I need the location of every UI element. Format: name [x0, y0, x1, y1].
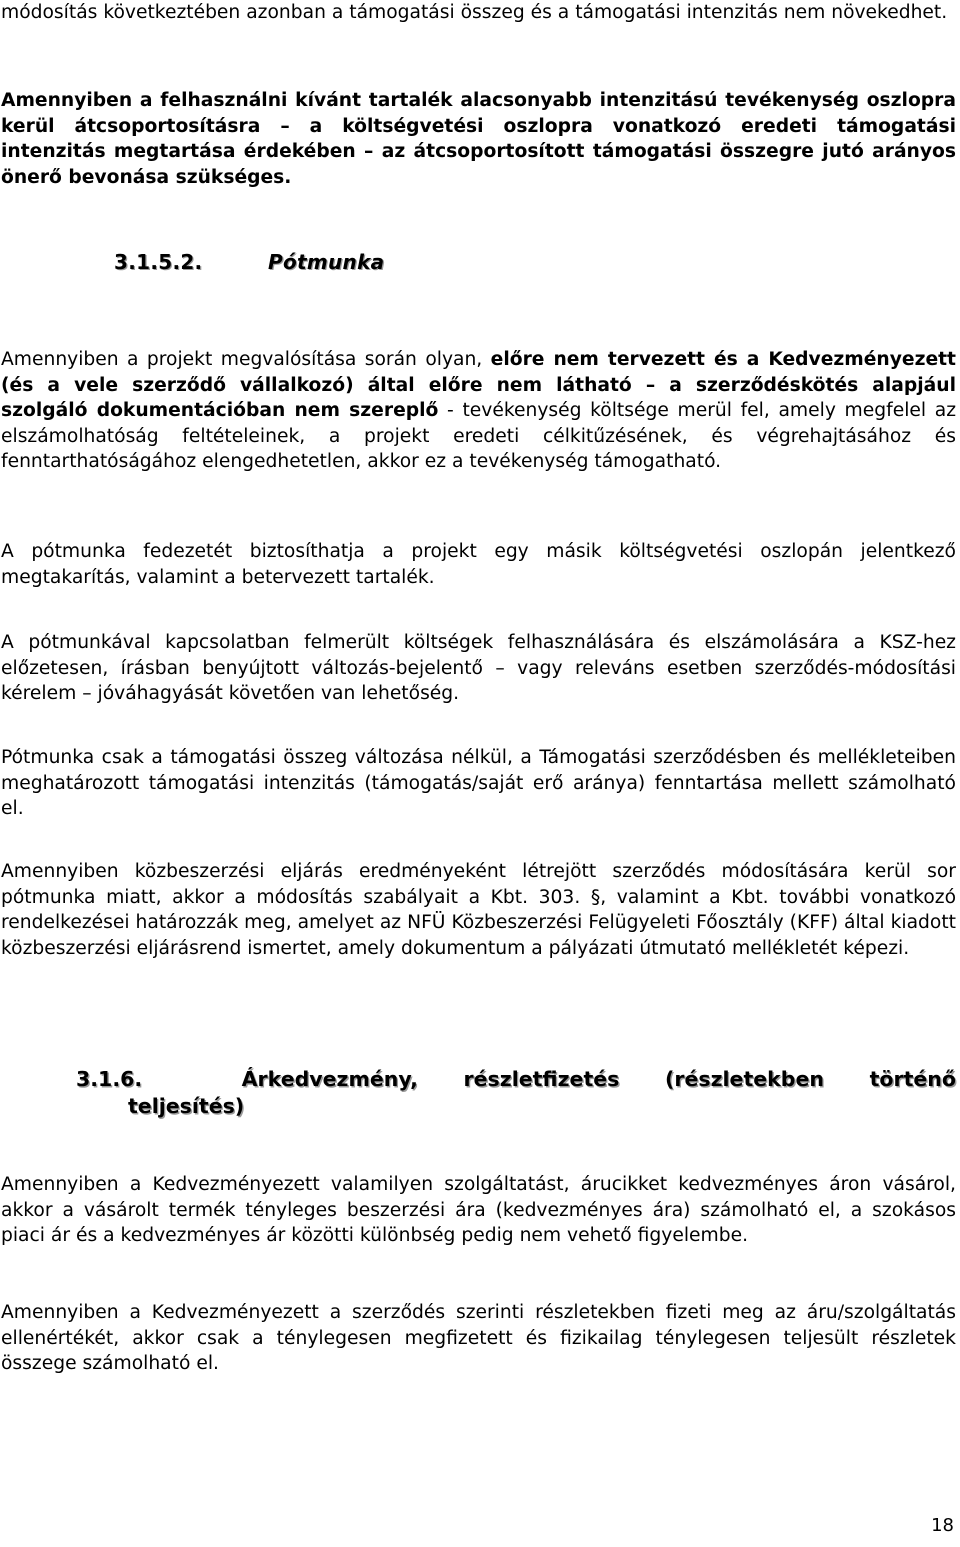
section-316-title-word-3: (részletekben: [665, 1067, 824, 1091]
section-3152-title: Pótmunka: [268, 250, 385, 274]
paragraph-arkedvezmeny-1: Amennyiben a Kedvezményezett valamilyen szolgáltatást, árucikket kedvezményes áron vásárol, akkor a vásárolt termék tényleges beszerzési ára (kedvezményes ára) számolható el, a szokásos piaci ár és a kedvezményes ár közötti különbség pedig nem vehető figyelembe.: [1, 1174, 956, 1247]
paragraph-potmunka-5: Amennyiben közbeszerzési eljárás eredményeként létrejött szerződés módosítására kerül sor pótmunka miatt, akkor a módosítás szabályait a Kbt. 303. §, valamint a Kbt. további vonatkozó rendelkezései határozzák meg, amelyet az NFÜ Közbeszerzési Felügyeleti Főosztály (KFF) által kiadott közbeszerzési eljárásrend ismertet, amely dokumentum a pályázati útmutató mellékletét képezi.: [1, 861, 956, 959]
section-316-title-word-1: Árkedvezmény,: [241, 1067, 418, 1091]
paragraph-top-text: módosítás következtében azonban a támogatási összeg és a támogatási intenzitás nem növekedhet.: [1, 2, 948, 23]
section-316-heading-line1: [76, 1066, 956, 1093]
paragraph-potmunka-1-after: - tevékenység költsége merül fel, amely megfelel az elszámolhatóság feltételeinek, a projekt eredeti célkitűzésének, és végrehajtásához és fenntarthatóságához elengedhetetlen, akkor ez a tevékenység támogatható.: [1, 400, 957, 473]
section-3152-number: 3.1.5.2.: [114, 250, 203, 274]
paragraph-bold-reserve: Amennyiben a felhasználni kívánt tartalék alacsonyabb intenzitású tevékenység oszlopra kerül átcsoportosításra – a költségvetési oszlopra vonatkozó eredeti támogatási intenzitás megtartása érdekében – az átcsoportosított támogatási összegre jutó arányos önerő bevonása szükséges.: [1, 90, 956, 188]
paragraph-top: [1, 0, 956, 26]
section-316-title-word-4: történő: [869, 1067, 956, 1091]
paragraph-arkedvezmeny-2: Amennyiben a Kedvezményezett a szerződés szerinti részletekben fizeti meg az áru/szolgáltatás ellenértékét, akkor csak a ténylegesen megfizetett és fizikailag ténylegesen teljesült részletek összege számolható el.: [1, 1302, 956, 1375]
paragraph-potmunka-2: A pótmunka fedezetét biztosíthatja a projekt egy másik költségvetési oszlopán jelentkező megtakarítás, valamint a betervezett tartalék.: [1, 541, 956, 588]
section-316-heading: [76, 1066, 956, 1120]
paragraph-potmunka-1-before: Amennyiben a projekt megvalósítása során olyan,: [1, 349, 491, 370]
section-316-title-word-2: részletfizetés: [463, 1067, 620, 1091]
section-3152-heading: [114, 250, 384, 274]
paragraph-potmunka-1: [1, 347, 956, 475]
paragraph-potmunka-4: Pótmunka csak a támogatási összeg változása nélkül, a Támogatási szerződésben és mellékleteiben meghatározott támogatási intenzitás (támogatás/saját erő aránya) fenntartása mellett számolható el.: [1, 747, 956, 820]
paragraph-potmunka-3: A pótmunkával kapcsolatban felmerült költségek felhasználására és elszámolására a KSZ-hez előzetesen, írásban benyújtott változás-bejelentő – vagy releváns esetben szerződés-módosítási kérelem – jóváhagyását követően van lehetőség.: [1, 632, 956, 705]
section-316-number: 3.1.6.: [76, 1067, 143, 1091]
page-number: 18: [931, 1515, 954, 1536]
section-316-title-line2: teljesítés): [128, 1094, 245, 1118]
paragraph-potmunka-1-bold: előre nem tervezett és a Kedvezményezett (és a vele szerződő vállalkozó) által előre nem látható – a szerződéskötés alapjául szolgáló dokumentációban nem szereplő: [1, 349, 956, 422]
